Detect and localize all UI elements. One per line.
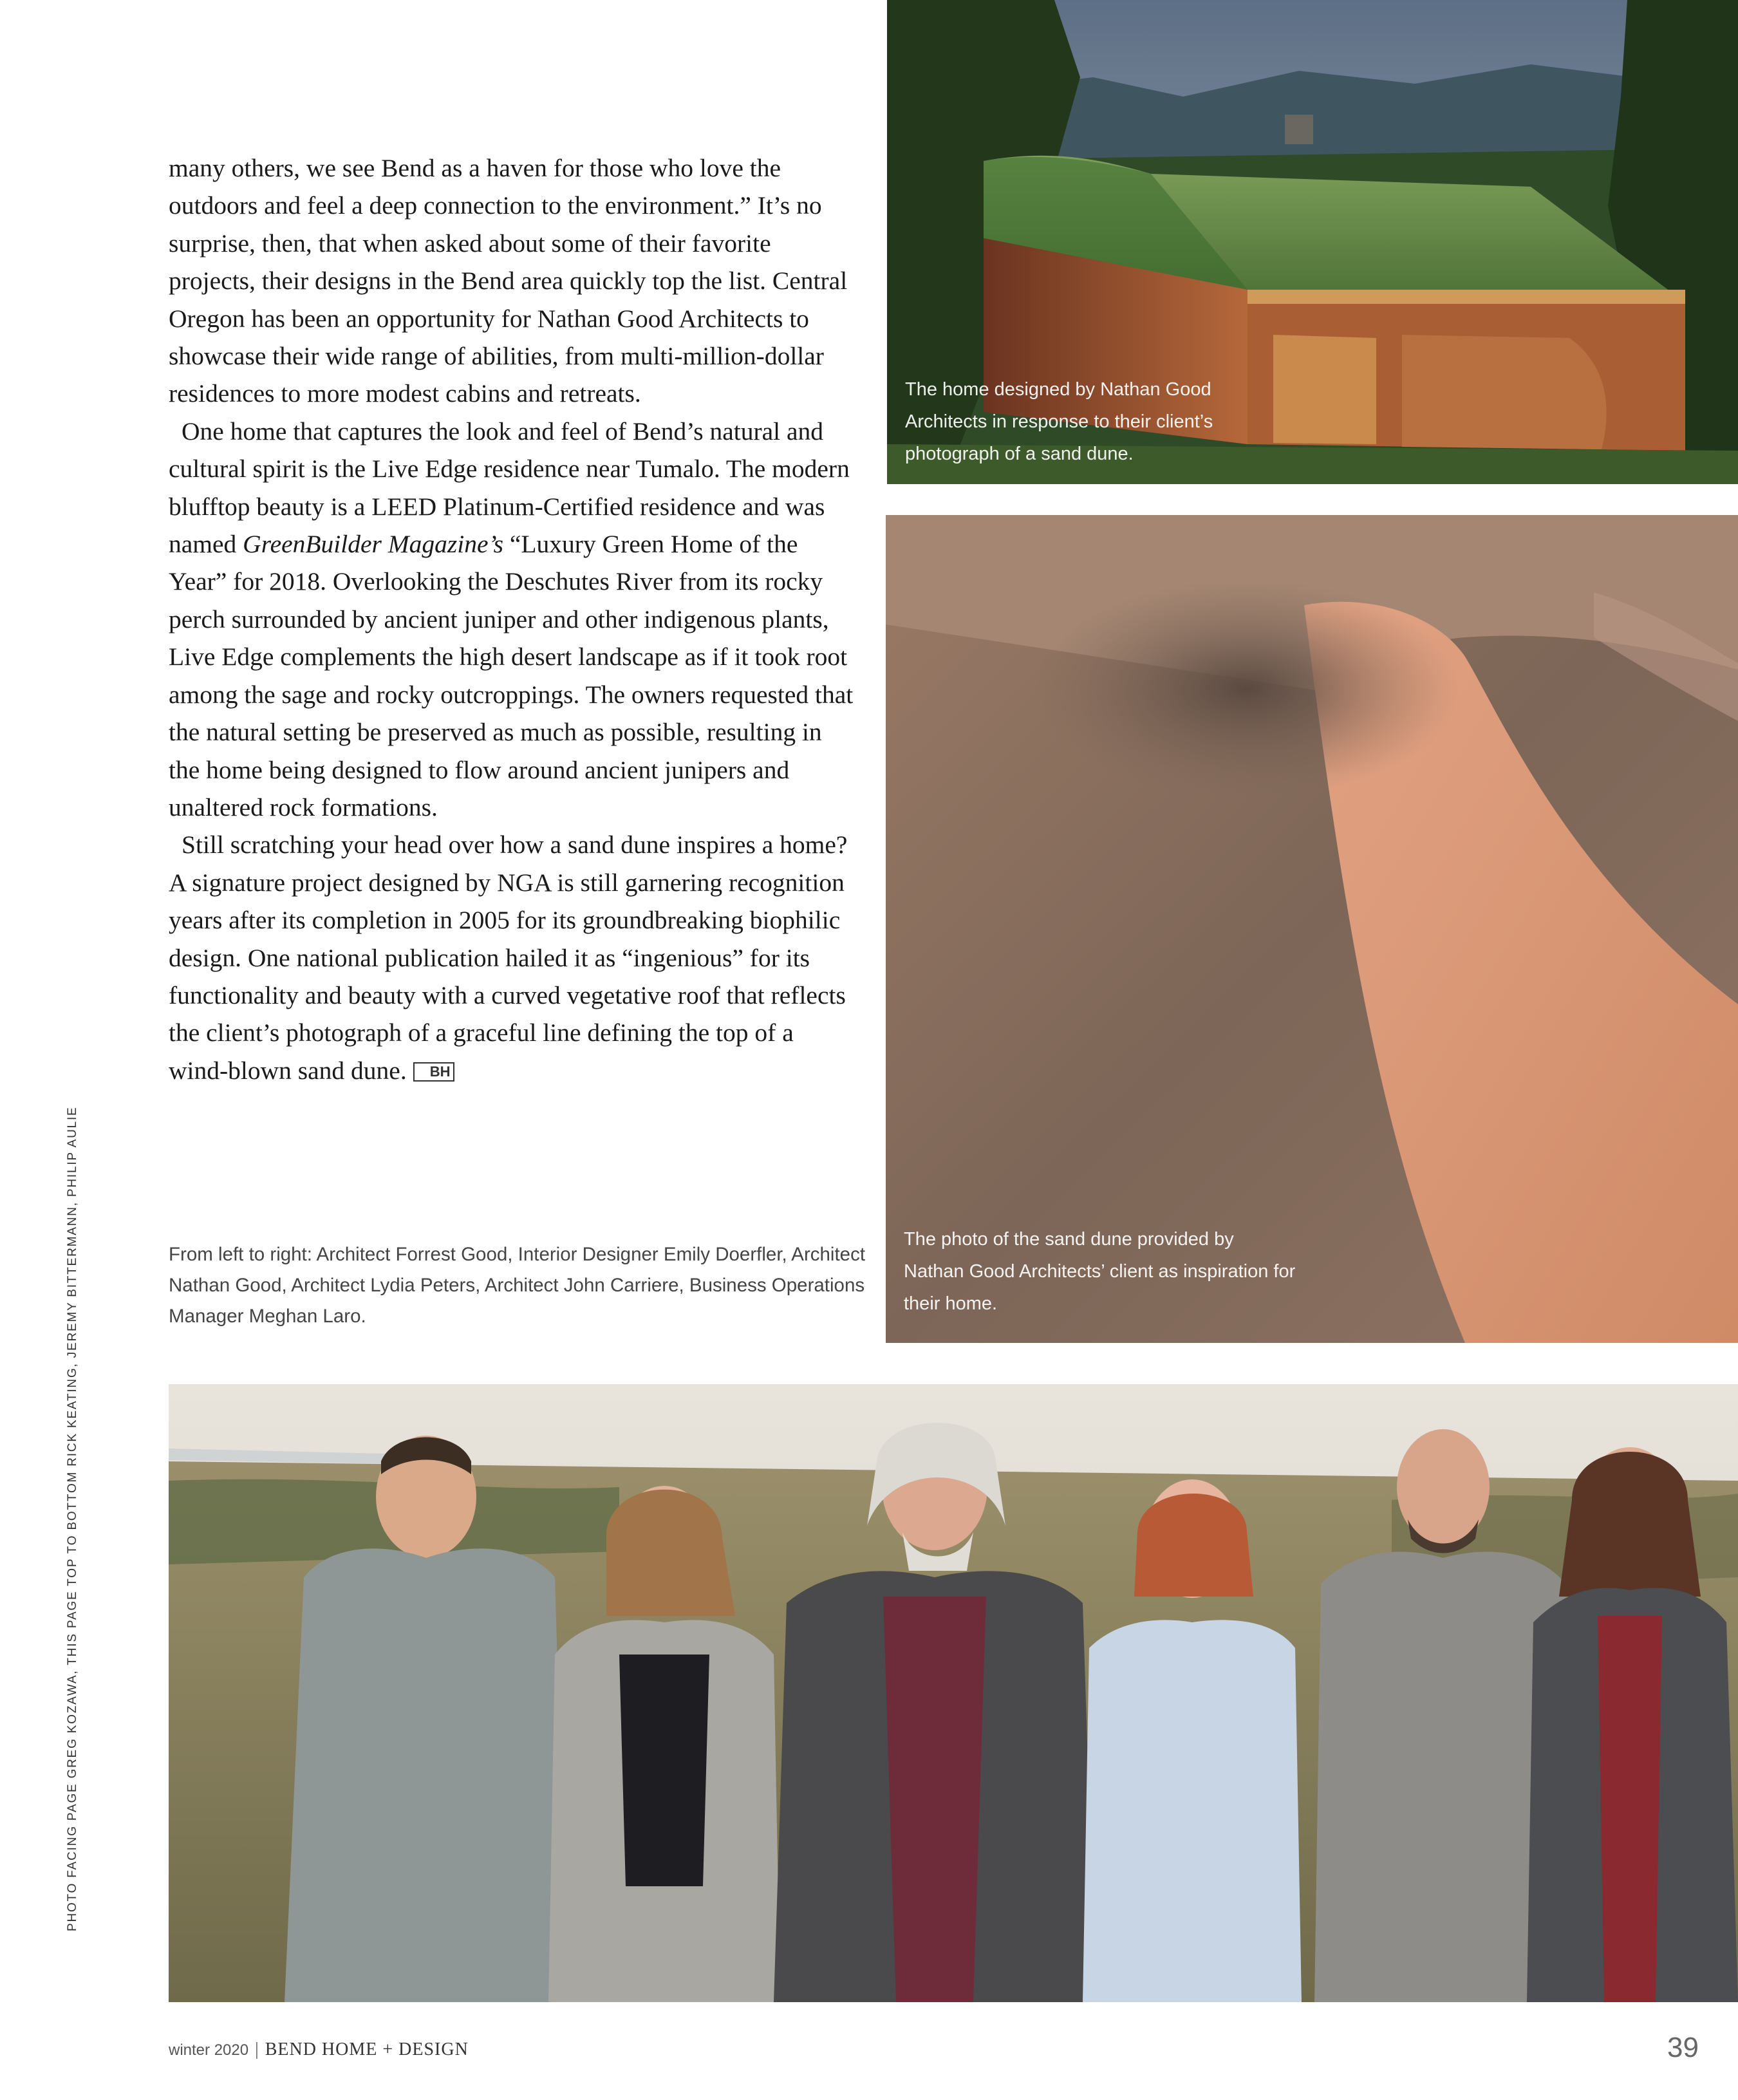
team-photo	[169, 1384, 1738, 2002]
paragraph-3: Still scratching your head over how a sand dune inspires a home? A signature project designed by NGA is still garnering recognition years after its completion in 2005 for its groundbreaking biophilic design. One national publication hailed it as “ingenious” for its functionality and beauty with a curved vegetative roof that reflects the client’s photograph of a graceful line defining the top of a wind-blown sand dune. BH	[169, 830, 848, 1085]
footer-separator: |	[255, 2039, 259, 2059]
dune-photo	[886, 515, 1738, 1343]
team-caption: From left to right: Architect Forrest Good, Interior Designer Emily Doerfler, Architect Nathan Good, Architect Lydia Peters, Architect John Carriere, Business Operations Manager Meghan Laro.	[169, 1244, 866, 1327]
paragraph-2: One home that captures the look and feel of Bend’s natural and cultural spirit is the Live Edge residence near Tumalo. The modern blufftop beauty is a LEED Platinum-Certified residence and was named GreenBuilder Magazine’s “Luxury Green Home of the Year” for 2018. Overlooking the Deschutes River from its rocky perch surrounded by ancient juniper and other indigenous plants, Live Edge complements the high desert landscape as if it took root among the sage and rocky outcroppings. The owners requested that the natural setting be preserved as much as possible, resulting in the home being designed to flow around ancient junipers and unaltered rock formations.	[169, 417, 854, 821]
paragraph-1: many others, we see Bend as a haven for those who love the outdoors and feel a deep connection to the environment.” It’s no surprise, then, that when asked about some of their favorite projects, their designs in the Bend area quickly top the list. Central Oregon has been an opportunity for Nathan Good Architects to showcase their wide range of abilities, from multi-million-dollar residences to more modest cabins and retreats.	[169, 154, 848, 408]
footer	[169, 2039, 469, 2060]
team-image	[169, 1384, 1738, 2002]
footer-magazine-name: BEND HOME + DESIGN	[265, 2039, 469, 2059]
photo-credit: PHOTO FACING PAGE GREG KOZAWA, THIS PAGE TOP TO BOTTOM RICK KEATING, JEREMY BITTERMANN, PHILIP AULIE	[66, 1106, 79, 1931]
footer-season: winter 2020	[169, 2041, 249, 2059]
magazine-name-italic: GreenBuilder Magazine’s	[243, 530, 503, 559]
end-mark-icon: BH	[413, 1062, 454, 1082]
house-photo	[887, 0, 1738, 484]
dune-caption: The photo of the sand dune provided by Nathan Good Architects’ client as inspiration for their home.	[904, 1229, 1296, 1314]
page-number: 39	[1667, 2032, 1699, 2063]
dune-image	[886, 515, 1738, 1343]
house-caption: The home designed by Nathan Good Architects in response to their client’s photograph of a sand dune.	[905, 379, 1213, 464]
article-body	[169, 149, 857, 1089]
